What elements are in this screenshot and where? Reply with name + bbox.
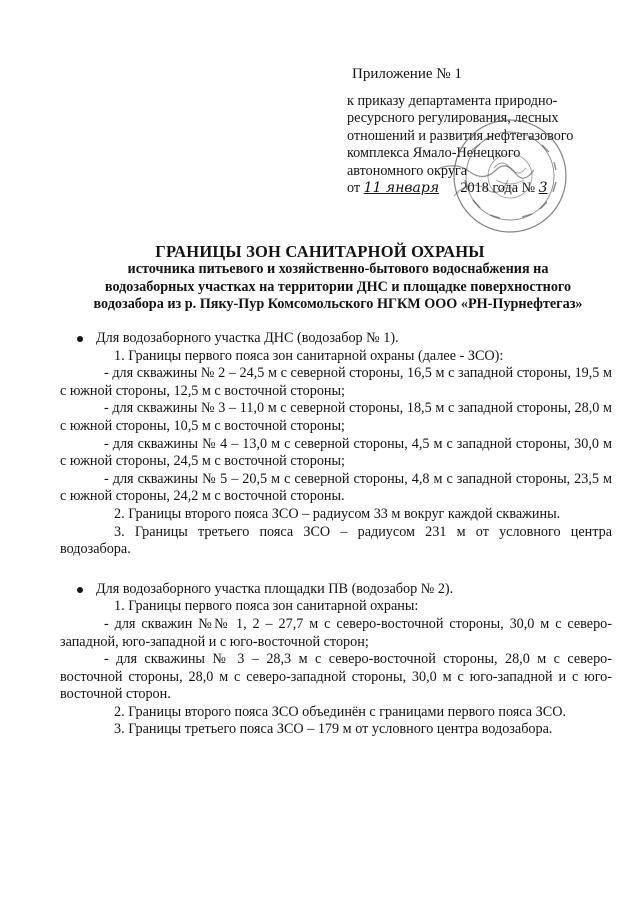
section-heading-text: Для водозаборного участка ДНС (водозабор № 1). — [96, 330, 399, 346]
document-body — [60, 330, 612, 739]
zone-3-paragraph: 3. Границы третьего пояса ЗСО – 179 м от условного центра водозабора. — [114, 721, 553, 738]
date-year: 2018 года — [460, 180, 519, 197]
zone-1-paragraph: 1. Границы первого пояса зон санитарной охраны: — [114, 598, 419, 615]
order-line: автономного округа — [347, 162, 468, 179]
zone-3-paragraph: 3. Границы третьего пояса ЗСО – радиусом 231 м от условного центра водозабора. — [60, 523, 612, 558]
well-boundary-paragraph: - для скважины № 5 – 20,5 м с северной стороны, 4,8 м с западной стороны, 23,5 м с южной стороны, 24,2 м с восточной стороны. — [60, 470, 612, 505]
section-heading — [60, 581, 612, 599]
subtitle-line: водозабора из р. Пяку-Пур Комсомольского НГКМ ООО «РН-Пурнефтегаз» — [93, 296, 583, 312]
section-heading-text: Для водозаборного участка площадки ПВ (водозабор № 2). — [96, 580, 454, 597]
well-boundary-paragraph: - для скважины № 4 – 13,0 м с северной стороны, 4,5 м с западной стороны, 30,0 м с южной стороны, 24,5 м с восточной стороны; — [60, 435, 612, 470]
document-title: ГРАНИЦЫ ЗОН САНИТАРНОЙ ОХРАНЫ — [155, 242, 485, 261]
document-subtitle — [78, 261, 598, 314]
date-prefix: от — [347, 180, 361, 197]
order-line: комплекса Ямало-Ненецкого — [347, 145, 521, 162]
order-line: ресурсного регулирования, лесных — [347, 110, 559, 127]
bullet-icon — [77, 587, 83, 593]
well-boundary-paragraph: - для скважины № 3 – 28,3 м с северо-восточной стороны, 28,0 м с северо-восточной стороны, 28,0 м с северо-западной стороны, 30,0 м с юго-западной и с юго-восточной сторон. — [60, 651, 612, 703]
well-boundary-paragraph: - для скважины № 3 – 11,0 м с северной стороны, 18,5 м с западной стороны, 28,0 м с южной стороны, 10,5 м с восточной стороны; — [60, 400, 612, 434]
handwritten-date: 11 января — [363, 180, 440, 197]
well-boundary-paragraph: - для скважины № 2 – 24,5 м с северной стороны, 16,5 м с западной стороны, 19,5 м с южной стороны, 12,5 м с восточной стороны; — [60, 365, 612, 399]
order-line: к приказу департамента природно- — [347, 93, 558, 109]
number-prefix: № — [521, 180, 536, 197]
subtitle-line: источника питьевого и хозяйственно-бытового водоснабжения на — [127, 261, 549, 277]
section-intake-2 — [60, 581, 612, 739]
zone-1-paragraph: 1. Границы первого пояса зон санитарной охраны (далее - ЗСО): — [114, 347, 504, 364]
appendix-label: Приложение № 1 — [352, 66, 462, 82]
well-boundary-paragraph: - для скважин №№ 1, 2 – 27,7 м с северо-восточной стороны, 30,0 м с северо-западной, юго-западной и с юго-восточной сторон; — [60, 615, 612, 650]
order-number: 3 — [538, 180, 548, 197]
official-seal-stamp — [436, 110, 588, 238]
section-heading — [60, 330, 612, 348]
zone-2-paragraph: 2. Границы второго пояса ЗСО – радиусом 33 м вокруг каждой скважины. — [114, 505, 561, 522]
subtitle-line: водозаборных участках на территории ДНС и площадке поверхностного — [104, 278, 572, 295]
order-line: отношений и развития нефтегазового — [347, 127, 574, 144]
section-intake-1 — [60, 330, 612, 559]
zone-2-paragraph: 2. Границы второго пояса ЗСО объединён с границами первого пояса ЗСО. — [114, 703, 567, 720]
bullet-icon — [77, 336, 83, 342]
